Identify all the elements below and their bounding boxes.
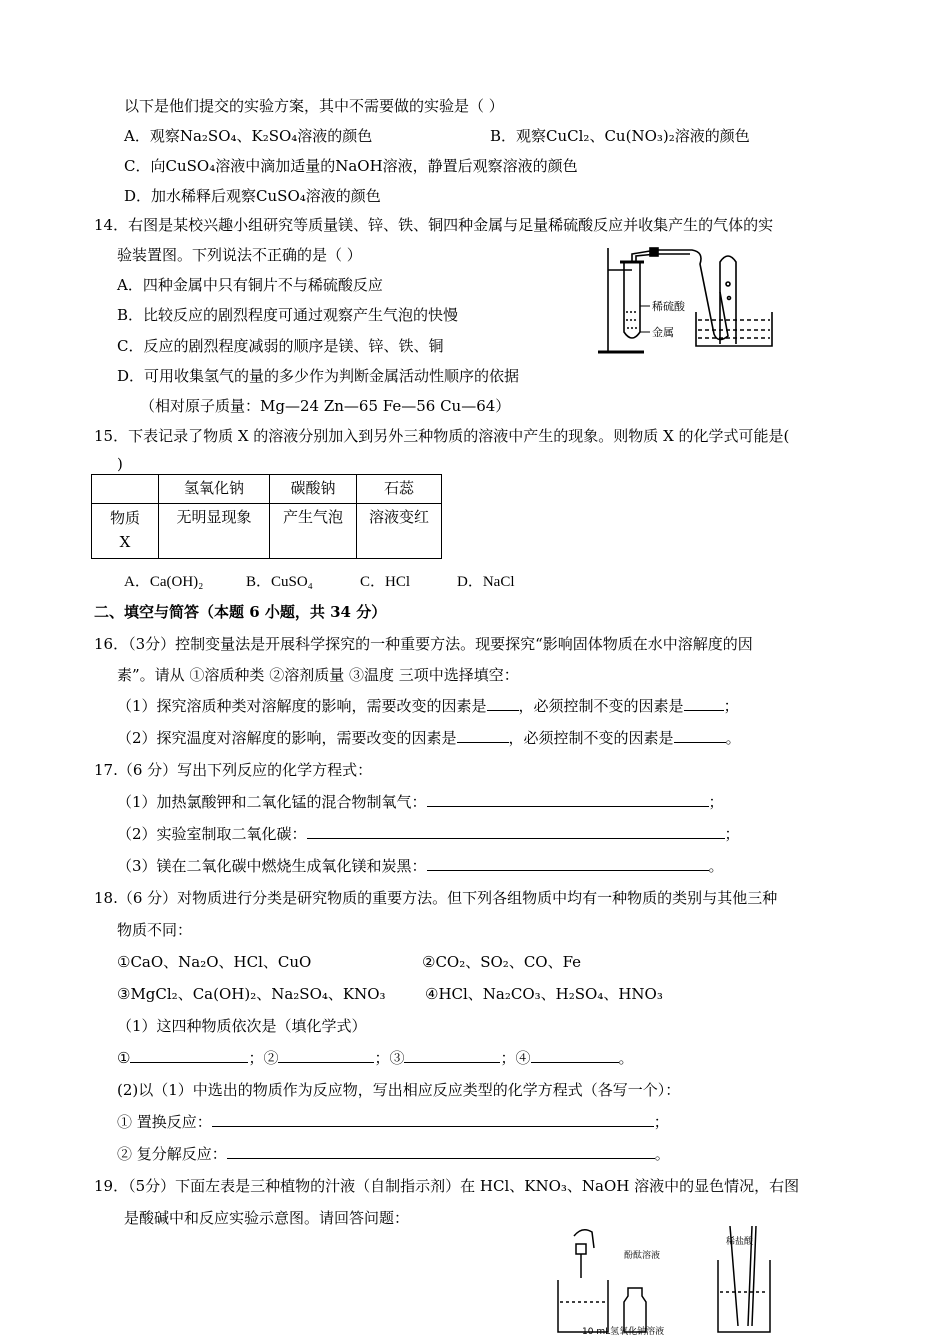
q14-option-d: D．可用收集氢气的量的多少作为判断金属活动性顺序的依据	[117, 367, 520, 385]
q13-option-d: D．加水稀释后观察CuSO₄溶液的颜色	[124, 187, 381, 205]
q15-option-d: D．NaCl	[457, 574, 515, 590]
q14-atomic-masses: （相对原子质量：Mg—24 Zn—65 Fe—56 Cu—64）	[140, 397, 511, 415]
q18-reaction-1: ① 置换反应： ；	[117, 1113, 669, 1131]
q15-table-cell: 无明显现象	[159, 504, 270, 559]
q18-group-3: ③MgCl₂、Ca(OH)₂、Na₂SO₄、KNO₃	[117, 985, 386, 1003]
table-row	[92, 475, 442, 504]
q15-table-cell: 溶液变红	[357, 504, 442, 559]
q13-option-a: A．观察Na₂SO₄、K₂SO₄溶液的颜色	[124, 127, 373, 145]
q16-sub2-blank1[interactable]	[457, 728, 509, 743]
q18-stem-line2: 物质不同：	[117, 921, 193, 939]
section2-title: 二、填空与简答（本题 6 小题，共 34 分）	[94, 603, 387, 621]
q16-sub1-blank1[interactable]	[487, 696, 519, 711]
q15-option-a: A．Ca(OH)₂	[124, 574, 204, 590]
q17-sub3: （3）镁在二氧化碳中燃烧生成氧化镁和炭黑： 。	[117, 857, 724, 875]
q18-reaction-1-blank[interactable]	[212, 1112, 654, 1127]
q14-stem-line1: 14．右图是某校兴趣小组研究等质量镁、锌、铁、铜四种金属与足量稀硫酸反应并收集产生的气体的实	[94, 216, 774, 234]
q19-fig-naoh-label: 10 mL氢氧化钠溶液	[582, 1327, 665, 1337]
q15-option-b: B．CuSO₄	[246, 574, 313, 590]
q15-table-header: 石蕊	[357, 475, 442, 504]
q14-stem-line2: 验装置图。下列说法不正确的是（ ）	[117, 246, 362, 264]
table-row	[92, 504, 442, 559]
q18-blank-3[interactable]	[404, 1048, 500, 1063]
q15-stem-line2: )	[117, 455, 123, 473]
q14-apparatus-figure	[596, 240, 868, 360]
q16-sub2-blank2[interactable]	[674, 728, 726, 743]
q16-stem-line1: 16．（3分）控制变量法是开展科学探究的一种重要方法。现要探究“影响固体物质在水中溶解度的因	[94, 635, 753, 653]
q17-stem: 17.（6 分）写出下列反应的化学方程式：	[94, 761, 373, 779]
q13-option-b: B．观察CuCl₂、Cu(NO₃)₂溶液的颜色	[490, 127, 750, 145]
q17-sub2: （2）实验室制取二氧化碳： ；	[117, 825, 740, 843]
q17-sub1-blank[interactable]	[427, 792, 709, 807]
q16-sub2: （2）探究温度对溶解度的影响，需要改变的因素是 ，必须控制不变的因素是 。	[117, 729, 741, 747]
q19-stem-line1: 19．（5分）下面左表是三种植物的汁液（自制指示剂）在 HCl、KNO₃、NaOH 溶液中的显色情况，右图	[94, 1177, 800, 1195]
q18-sub1-answers: ① ；② ；③ ；④ 。	[117, 1049, 634, 1067]
q13-intro: 以下是他们提交的实验方案，其中不需要做的实验是（ ）	[124, 97, 504, 115]
q15-option-c: C．HCl	[360, 574, 411, 590]
q18-blank-1[interactable]	[130, 1048, 248, 1063]
q18-sub2: (2)以（1）中选出的物质作为反应物，写出相应反应类型的化学方程式（各写一个）：	[117, 1081, 681, 1099]
q16-sub1-blank2[interactable]	[684, 696, 724, 711]
q15-table-header: 氢氧化钠	[159, 475, 270, 504]
q18-group-1: ①CaO、Na₂O、HCl、CuO	[117, 953, 312, 971]
q17-sub3-blank[interactable]	[427, 856, 709, 871]
q15-table-header: 碳酸钠	[270, 475, 357, 504]
q16-sub1: （1）探究溶质种类对溶解度的影响，需要改变的因素是 ，必须控制不变的因素是 ；	[117, 697, 739, 715]
q17-sub2-blank[interactable]	[307, 824, 725, 839]
q18-blank-2[interactable]	[278, 1048, 374, 1063]
q17-sub1: （1）加热氯酸钾和二氧化锰的混合物制氧气： ；	[117, 793, 724, 811]
q18-group-2: ②CO₂、SO₂、CO、Fe	[422, 953, 582, 971]
q18-stem-line1: 18.（6 分）对物质进行分类是研究物质的重要方法。但下列各组物质中均有一种物质的类别与其他三种	[94, 889, 778, 907]
q14-option-a: A．四种金属中只有铜片不与稀硫酸反应	[117, 276, 383, 294]
q18-group-4: ④HCl、Na₂CO₃、H₂SO₄、HNO₃	[425, 985, 663, 1003]
q18-reaction-2: ② 复分解反应： 。	[117, 1145, 670, 1163]
q19-fig-hcl-label: 稀盐酸	[726, 1237, 754, 1247]
q13-option-c: C．向CuSO₄溶液中滴加适量的NaOH溶液，静置后观察溶液的颜色	[124, 157, 578, 175]
q16-stem-line2: 素”。请从 ①溶质种类 ②溶剂质量 ③温度 三项中选择填空：	[117, 666, 519, 684]
q14-fig-acid-label: 稀硫酸	[652, 300, 685, 313]
q18-sub1: （1）这四种物质依次是（填化学式）	[117, 1017, 367, 1035]
q19-fig-phenolphthalein-label: 酚酞溶液	[624, 1251, 661, 1261]
q18-blank-4[interactable]	[531, 1048, 619, 1063]
q19-neutralization-figure	[548, 1222, 808, 1342]
q14-fig-metal-label: 金属	[652, 326, 674, 339]
q15-stem-line1: 15．下表记录了物质 X 的溶液分别加入到另外三种物质的溶液中产生的现象。则物质 X 的化学式可能是(	[94, 427, 790, 445]
q14-option-c: C．反应的剧烈程度减弱的顺序是镁、锌、铁、铜	[117, 337, 444, 355]
q15-table	[91, 474, 442, 559]
q14-option-b: B．比较反应的剧烈程度可通过观察产生气泡的快慢	[117, 306, 459, 324]
q15-table-corner	[92, 475, 159, 504]
q18-reaction-2-blank[interactable]	[227, 1144, 655, 1159]
q15-table-row-label: 物质 X	[92, 504, 159, 559]
q15-table-cell: 产生气泡	[270, 504, 357, 559]
q19-stem-line2: 是酸碱中和反应实验示意图。请回答问题：	[124, 1209, 410, 1227]
